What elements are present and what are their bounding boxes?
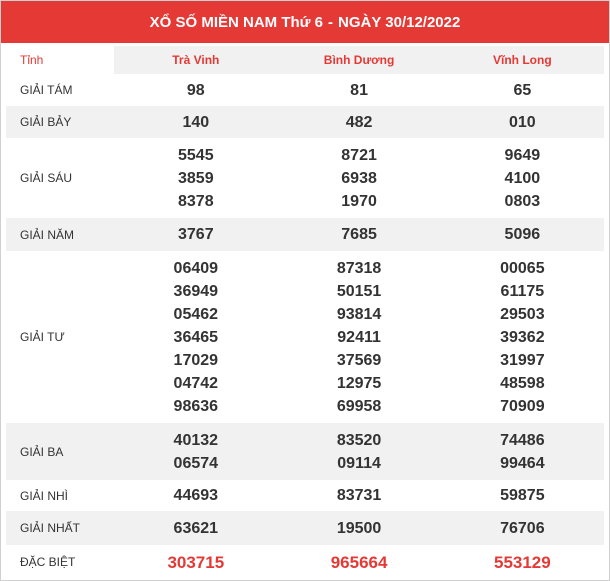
prize-numbers <box>441 511 604 545</box>
prize-row-nhi <box>6 480 604 511</box>
prize-numbers <box>441 138 604 218</box>
prize-numbers <box>277 423 440 480</box>
lottery-number: 3767 <box>178 226 214 243</box>
prize-numbers <box>441 106 604 138</box>
lottery-number: 140 <box>182 113 210 131</box>
province-name[interactable]: Vĩnh Long <box>441 46 604 74</box>
lottery-number: 5096 <box>504 226 541 243</box>
prize-numbers <box>441 480 604 511</box>
lottery-number: 37569 <box>336 351 382 369</box>
header-title: XỔ SỐ MIỀN NAM Thứ 6 <box>149 13 324 31</box>
lottery-number: 76706 <box>500 519 545 537</box>
lottery-number: 36949 <box>173 282 219 300</box>
prize-row-bay <box>6 106 604 138</box>
lottery-number: 3859 <box>178 169 214 187</box>
prize-numbers <box>277 511 440 545</box>
lottery-number: 31997 <box>500 351 545 369</box>
prize-row-sau <box>6 138 604 218</box>
prize-label: GIẢI TÁM <box>20 83 73 97</box>
prize-row-nam <box>6 218 604 251</box>
prize-numbers <box>441 218 604 251</box>
prize-label: GIẢI SÁU <box>20 171 73 185</box>
lottery-number: 1970 <box>341 192 377 210</box>
lottery-number: 99464 <box>500 454 545 472</box>
lottery-number: 65 <box>513 81 532 99</box>
header-date: NGÀY 30/12/2022 <box>338 13 461 31</box>
lottery-number: 69958 <box>336 397 382 415</box>
lottery-number: 83520 <box>336 431 382 449</box>
lottery-number: 8721 <box>341 146 377 164</box>
lottery-number: 17029 <box>173 351 219 369</box>
lottery-number: 06574 <box>173 454 219 472</box>
prize-numbers <box>441 74 604 106</box>
lottery-number: 40132 <box>173 431 219 449</box>
lottery-number: 36465 <box>173 328 219 346</box>
lottery-number: 6938 <box>341 169 377 187</box>
province-name[interactable]: Trà Vinh <box>114 46 277 74</box>
prize-numbers <box>441 251 604 423</box>
prize-numbers <box>441 545 604 579</box>
lottery-number: 83731 <box>336 487 382 504</box>
prize-label: GIẢI NĂM <box>6 218 114 251</box>
prize-label: GIẢI BẢY <box>6 106 114 138</box>
lottery-number: 9649 <box>504 146 541 164</box>
prize-numbers <box>114 480 277 511</box>
lottery-number: 98 <box>186 81 205 99</box>
lottery-number: 70909 <box>500 397 545 415</box>
lottery-number: 553129 <box>493 552 551 572</box>
prize-numbers <box>114 423 277 480</box>
province-column-label: Tỉnh <box>20 53 44 67</box>
lottery-number: 06409 <box>173 259 219 277</box>
prize-numbers <box>277 138 440 218</box>
lottery-number: 44693 <box>173 487 219 504</box>
lottery-number: 05462 <box>173 305 219 323</box>
prize-label: GIẢI NHÌ <box>20 488 69 503</box>
prize-row-tam <box>6 74 604 106</box>
lottery-number: 8378 <box>178 192 214 210</box>
lottery-number: 5545 <box>178 146 214 164</box>
lottery-number: 93814 <box>336 305 382 323</box>
lottery-number: 482 <box>345 113 373 131</box>
prize-row-tu <box>6 251 604 423</box>
lottery-number: 12975 <box>336 374 382 392</box>
lottery-number: 00065 <box>500 259 545 277</box>
lottery-number: 29503 <box>500 305 545 323</box>
province-name[interactable]: Bình Dương <box>277 46 440 74</box>
lottery-number: 39362 <box>500 328 545 346</box>
prize-row-dacbiet <box>6 545 604 579</box>
prize-numbers <box>441 423 604 480</box>
prize-numbers <box>277 106 440 138</box>
results-header <box>1 1 609 43</box>
lottery-number: 87318 <box>336 259 382 277</box>
prize-numbers <box>277 218 440 251</box>
prize-numbers <box>114 74 277 106</box>
lottery-number: 61175 <box>500 282 545 300</box>
lottery-number: 50151 <box>336 282 382 300</box>
lottery-number: 303715 <box>167 552 225 572</box>
lottery-number: 19500 <box>336 519 382 537</box>
lottery-number: 0803 <box>504 192 541 210</box>
prize-numbers <box>114 218 277 251</box>
prize-label: GIẢI TƯ <box>20 330 65 344</box>
prize-numbers <box>277 545 440 579</box>
header-separator: - <box>328 13 334 31</box>
prize-numbers <box>277 251 440 423</box>
prize-numbers <box>114 511 277 545</box>
prize-row-ba <box>6 423 604 480</box>
lottery-number: 74486 <box>500 431 545 449</box>
lottery-number: 010 <box>509 113 536 131</box>
lottery-number: 4100 <box>504 169 541 187</box>
lottery-number: 48598 <box>500 374 545 392</box>
table-header-row <box>6 46 604 74</box>
lottery-number: 98636 <box>173 397 219 415</box>
lottery-number: 59875 <box>500 487 545 504</box>
prize-label: GIẢI BA <box>6 423 114 480</box>
lottery-number: 81 <box>350 81 368 99</box>
lottery-number: 965664 <box>330 552 388 572</box>
prize-numbers <box>114 251 277 423</box>
results-table <box>6 46 604 579</box>
prize-numbers <box>277 74 440 106</box>
lottery-number: 04742 <box>173 374 219 392</box>
lottery-number: 63621 <box>173 519 219 537</box>
prize-numbers <box>114 138 277 218</box>
prize-label: GIẢI NHẤT <box>6 511 114 545</box>
prize-numbers <box>114 545 277 579</box>
prize-label: ĐẶC BIỆT <box>20 555 76 569</box>
prize-numbers <box>277 480 440 511</box>
lottery-number: 92411 <box>337 328 381 346</box>
prize-numbers <box>114 106 277 138</box>
prize-row-nhat <box>6 511 604 545</box>
lottery-number: 09114 <box>337 454 381 472</box>
lottery-number: 7685 <box>341 226 377 243</box>
